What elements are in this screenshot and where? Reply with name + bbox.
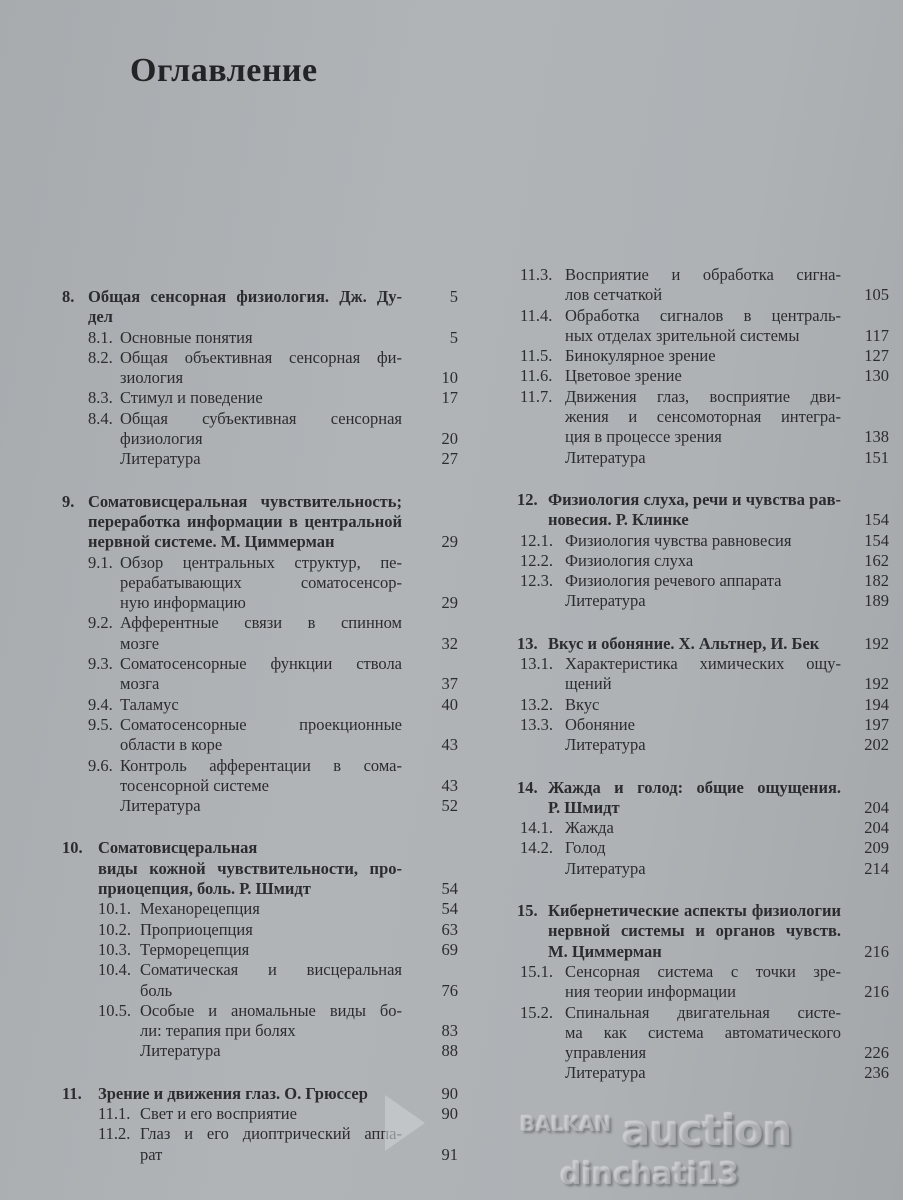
subsection-number: 13.2. xyxy=(520,694,553,714)
chapter-number: 10. xyxy=(62,838,83,858)
subsection-title-text: ция в процессе зрения xyxy=(565,427,722,447)
literature-line xyxy=(517,1063,889,1083)
subsection-title-text: Литература xyxy=(565,447,646,467)
subsection-line xyxy=(62,654,458,674)
subsection-line xyxy=(517,427,889,447)
page-number: 43 xyxy=(441,735,458,755)
subsection-title-text: боль xyxy=(140,980,173,1000)
subsection-title-text: ма как система автоматического xyxy=(565,1022,841,1042)
subsection-title-text: рат xyxy=(140,1144,163,1164)
chapter-title-text: Р. Шмидт xyxy=(548,797,620,817)
subsection-line xyxy=(62,674,458,694)
subsection-number: 12.1. xyxy=(520,530,553,550)
subsection-title-text: Бинокулярное зрение xyxy=(565,346,716,366)
subsection-line xyxy=(517,346,889,366)
subsection-title-text: ных отделах зрительной системы xyxy=(565,325,800,345)
subsection-title-text: Литература xyxy=(120,796,201,816)
page-number: 54 xyxy=(441,899,458,919)
subsection-title-text: Обоняние xyxy=(565,714,635,734)
chapter-title-text: приоцепция, боль. Р. Шмидт xyxy=(98,879,311,899)
subsection-line xyxy=(517,674,889,694)
page-number: 216 xyxy=(864,982,889,1002)
subsection-line xyxy=(517,1043,889,1063)
toc-column-right xyxy=(517,265,889,1106)
page-number: 130 xyxy=(864,366,889,386)
subsection-line xyxy=(62,756,458,776)
chapter-title-text: Соматовисцеральная чувствительность; xyxy=(88,491,402,511)
subsection-title-text: Глаз и его диоптрический аппа- xyxy=(140,1124,402,1144)
subsection-number: 8.3. xyxy=(88,388,113,408)
subsection-number: 15.2. xyxy=(520,1002,553,1022)
subsection-number: 9.3. xyxy=(88,654,113,674)
subsection-line xyxy=(62,553,458,573)
chapter-title-text: нервной системы и органов чувств. xyxy=(548,921,841,941)
page-number: 29 xyxy=(441,532,458,552)
subsection-title-text: щений xyxy=(565,674,612,694)
subsection-title-text: Литература xyxy=(120,449,201,469)
subsection-line xyxy=(517,695,889,715)
chapter-title-line xyxy=(62,532,458,552)
subsection-title-text: Таламус xyxy=(120,694,179,714)
chapter-number: 13. xyxy=(517,633,538,653)
subsection-line xyxy=(62,695,458,715)
literature-line xyxy=(517,735,889,755)
subsection-number: 13.1. xyxy=(520,654,553,674)
subsection-title-text: рерабатывающих соматосенсор- xyxy=(120,572,402,592)
subsection-title-text: Литература xyxy=(565,735,646,755)
page-number: 197 xyxy=(864,714,889,734)
chapter-title-text: новесия. Р. Клинке xyxy=(548,510,689,530)
subsection-title-text: ли: терапия при болях xyxy=(140,1021,296,1041)
subsection-line xyxy=(62,715,458,735)
page-number: 154 xyxy=(864,530,889,550)
subsection-number: 9.6. xyxy=(88,755,113,775)
toc-chapter xyxy=(517,901,889,1084)
subsection-title-text: Контроль афферентации в сома- xyxy=(120,755,402,775)
toc-chapter xyxy=(62,287,458,470)
subsection-number: 11.1. xyxy=(98,1103,131,1123)
subsection-line xyxy=(517,387,889,407)
page-number: 5 xyxy=(449,287,458,306)
subsection-line xyxy=(517,818,889,838)
page-number: 209 xyxy=(864,838,889,858)
chapter-title-text: Физиология слуха, речи и чувства рав- xyxy=(548,489,841,509)
toc-chapter xyxy=(517,778,889,879)
chapter-title-text: Кибернетические аспекты физиологии xyxy=(548,901,841,921)
page-number: 162 xyxy=(864,550,889,570)
toc-chapter xyxy=(517,634,889,756)
chapter-title-line xyxy=(62,859,458,879)
chapter-title-text: Общая сенсорная физиология. Дж. Ду- xyxy=(88,287,402,306)
subsection-title-text: Восприятие и обработка сигна- xyxy=(565,265,841,284)
page-number: 88 xyxy=(441,1041,458,1061)
page-number: 105 xyxy=(864,285,889,305)
subsection-line xyxy=(62,368,458,388)
page-number: 236 xyxy=(864,1063,889,1083)
page-number: 90 xyxy=(441,1083,458,1103)
subsection-title-text: Физиология речевого аппарата xyxy=(565,571,782,591)
subsection-line xyxy=(62,920,458,940)
subsection-title-text: управления xyxy=(565,1043,647,1063)
subsection-number: 11.4. xyxy=(520,305,553,325)
subsection-title-text: Литература xyxy=(565,858,646,878)
subsection-title-text: Соматическая и висцеральная xyxy=(140,960,402,980)
subsection-number: 10.3. xyxy=(98,939,131,959)
page-number: 194 xyxy=(864,694,889,714)
chapter-title-line xyxy=(517,510,889,530)
chapter-number: 15. xyxy=(517,901,538,921)
subsection-title-text: Сенсорная система с точки зре- xyxy=(565,961,841,981)
subsection-line xyxy=(517,531,889,551)
literature-line xyxy=(517,448,889,468)
subsection-line xyxy=(62,593,458,613)
subsection-title-text: Проприоцепция xyxy=(140,919,253,939)
subsection-title-text: Соматосенсорные проекционные xyxy=(120,714,402,734)
chapter-title-line xyxy=(517,778,889,798)
subsection-number: 11.7. xyxy=(520,386,553,406)
subsection-title-text: Соматосенсорные функции ствола xyxy=(120,654,402,674)
page-number: 37 xyxy=(441,674,458,694)
page-number: 69 xyxy=(441,939,458,959)
subsection-line xyxy=(62,981,458,1001)
subsection-number: 13.3. xyxy=(520,714,553,734)
subsection-number: 9.1. xyxy=(88,552,113,572)
subsection-number: 12.3. xyxy=(520,571,553,591)
chapter-title-text: Вкус и обоняние. Х. Альтнер, И. Бек xyxy=(548,633,820,653)
subsection-line xyxy=(517,571,889,591)
chapter-number: 12. xyxy=(517,489,538,509)
chapter-title-line xyxy=(62,307,458,327)
subsection-title-text: Характеристика химических ощу- xyxy=(565,654,841,674)
subsection-title-text: мозга xyxy=(120,674,160,694)
subsection-title-text: мозге xyxy=(120,633,160,653)
page-number: 43 xyxy=(441,775,458,795)
chapter-title-line xyxy=(62,879,458,899)
subsection-title-text: Свет и его восприятие xyxy=(140,1103,297,1123)
subsection-number: 11.5. xyxy=(520,346,553,366)
literature-line xyxy=(517,591,889,611)
subsection-number: 15.1. xyxy=(520,961,553,981)
page-number: 117 xyxy=(864,325,889,345)
literature-line xyxy=(517,859,889,879)
toc-chapter xyxy=(62,838,458,1061)
page-number: 29 xyxy=(441,593,458,613)
subsection-title-text: Терморецепция xyxy=(140,939,250,959)
subsection-line xyxy=(517,1003,889,1023)
chapter-title-text: дел xyxy=(88,307,113,327)
page-number: 83 xyxy=(441,1021,458,1041)
subsection-title-text: Голод xyxy=(565,838,606,858)
subsection-line xyxy=(517,654,889,674)
subsection-title-text: Физиология чувства равновесия xyxy=(565,530,792,550)
subsection-line xyxy=(62,899,458,919)
subsection-line xyxy=(517,306,889,326)
subsection-number: 14.1. xyxy=(520,818,553,838)
subsection-number: 10.2. xyxy=(98,919,131,939)
subsection-line xyxy=(62,735,458,755)
subsection-title-text: Литература xyxy=(565,1063,646,1083)
page-number: 189 xyxy=(864,591,889,611)
subsection-number: 12.2. xyxy=(520,550,553,570)
subsection-line xyxy=(62,1001,458,1021)
subsection-line xyxy=(517,551,889,571)
subsection-line xyxy=(62,328,458,348)
subsection-line xyxy=(62,634,458,654)
subsection-line xyxy=(62,940,458,960)
page-title: Оглавление xyxy=(130,52,318,89)
page-number: 226 xyxy=(864,1043,889,1063)
literature-line xyxy=(62,796,458,816)
subsection-number: 9.4. xyxy=(88,694,113,714)
page-number: 91 xyxy=(441,1144,458,1164)
chapter-title-line xyxy=(62,838,458,858)
subsection-title-text: Общая объективная сенсорная фи- xyxy=(120,347,402,367)
subsection-title-text: жения и сенсомоторная интегра- xyxy=(565,407,841,427)
subsection-title-text: Обработка сигналов в централь- xyxy=(565,305,841,325)
page-number: 27 xyxy=(441,449,458,469)
chapter-title-text: Соматовисцеральная xyxy=(98,838,258,858)
subsection-title-text: физиология xyxy=(120,429,203,449)
subsection-title-text: Спинальная двигательная систе- xyxy=(565,1002,841,1022)
subsection-line xyxy=(517,982,889,1002)
subsection-line xyxy=(517,326,889,346)
subsection-title-text: ную информацию xyxy=(120,593,246,613)
page-number: 5 xyxy=(449,327,458,347)
subsection-line xyxy=(62,348,458,368)
subsection-number: 8.4. xyxy=(88,408,113,428)
watermark-line-1: BALKAN xyxy=(520,1112,612,1136)
subsection-number: 14.2. xyxy=(520,838,553,858)
chapter-title-line xyxy=(62,287,458,307)
subsection-number: 9.2. xyxy=(88,613,113,633)
subsection-title-text: Литература xyxy=(565,591,646,611)
subsection-title-text: Движения глаз, восприятие дви- xyxy=(565,386,841,406)
page-number: 90 xyxy=(441,1103,458,1123)
toc-chapter xyxy=(517,490,889,612)
toc-chapter xyxy=(517,265,889,468)
subsection-line xyxy=(62,573,458,593)
chapter-title-line xyxy=(517,942,889,962)
toc-column-left xyxy=(62,287,458,1187)
subsection-line xyxy=(62,429,458,449)
chapter-title-text: переработка информации в центральной xyxy=(88,511,402,531)
subsection-title-text: Литература xyxy=(140,1041,221,1061)
subsection-line xyxy=(517,407,889,427)
subsection-number: 8.2. xyxy=(88,347,113,367)
page-number: 32 xyxy=(441,633,458,653)
chapter-number: 9. xyxy=(62,491,75,511)
subsection-line xyxy=(517,1023,889,1043)
subsection-line xyxy=(517,838,889,858)
page-number: 151 xyxy=(864,447,889,467)
subsection-title-text: тосенсорной системе xyxy=(120,775,269,795)
subsection-title-text: Жажда xyxy=(565,818,614,838)
page-number: 192 xyxy=(864,633,889,653)
page-number: 216 xyxy=(864,941,889,961)
subsection-title-text: Общая субъективная сенсорная xyxy=(120,408,402,428)
toc-chapter xyxy=(62,492,458,817)
subsection-title-text: Стимул и поведение xyxy=(120,388,263,408)
page-number: 182 xyxy=(864,571,889,591)
subsection-title-text: ния теории информации xyxy=(565,982,736,1002)
chapter-title-line xyxy=(517,490,889,510)
chapter-title-line xyxy=(517,798,889,818)
page-number: 54 xyxy=(441,879,458,899)
subsection-line xyxy=(62,388,458,408)
page-number: 192 xyxy=(864,674,889,694)
page-number: 202 xyxy=(864,735,889,755)
subsection-line xyxy=(517,962,889,982)
subsection-number: 11.2. xyxy=(98,1124,131,1144)
subsection-line xyxy=(517,285,889,305)
page-number: 63 xyxy=(441,919,458,939)
subsection-title-text: Особые и аномальные виды бо- xyxy=(140,1000,402,1020)
chapter-title-line xyxy=(517,634,889,654)
page-number: 138 xyxy=(864,427,889,447)
chapter-number: 11. xyxy=(62,1083,82,1103)
chapter-title-text: М. Циммерман xyxy=(548,941,662,961)
subsection-line xyxy=(62,409,458,429)
subsection-title-text: Физиология слуха xyxy=(565,550,694,570)
subsection-line xyxy=(62,776,458,796)
subsection-title-text: лов сетчаткой xyxy=(565,285,663,305)
subsection-line xyxy=(517,265,889,285)
subsection-line xyxy=(62,613,458,633)
page-number: 204 xyxy=(864,818,889,838)
subsection-line xyxy=(62,1021,458,1041)
page-number: 214 xyxy=(864,858,889,878)
page-number: 40 xyxy=(441,694,458,714)
subsection-line xyxy=(517,715,889,735)
subsection-title-text: Обзор центральных структур, пе- xyxy=(120,552,402,572)
page-number: 52 xyxy=(441,796,458,816)
chapter-number: 14. xyxy=(517,777,538,797)
subsection-line xyxy=(517,366,889,386)
subsection-number: 11.6. xyxy=(520,366,553,386)
chapter-title-text: нервной системе. М. Циммерман xyxy=(88,532,335,552)
page-number: 204 xyxy=(864,797,889,817)
literature-line xyxy=(62,449,458,469)
subsection-title-text: Основные понятия xyxy=(120,327,253,347)
page-number: 17 xyxy=(441,388,458,408)
subsection-number: 10.4. xyxy=(98,960,131,980)
chapter-title-line xyxy=(62,492,458,512)
page-number: 10 xyxy=(441,368,458,388)
subsection-number: 10.5. xyxy=(98,1000,131,1020)
chapter-title-text: виды кожной чувствительности, про- xyxy=(98,858,402,878)
page-number: 154 xyxy=(864,510,889,530)
subsection-number: 9.5. xyxy=(88,714,113,734)
watermark-line-3: dinchati13 xyxy=(560,1157,739,1192)
chapter-number: 8. xyxy=(62,287,75,306)
page-number: 20 xyxy=(441,429,458,449)
chapter-title-line xyxy=(62,512,458,532)
chapter-title-text: Зрение и движения глаз. О. Грюссер xyxy=(98,1083,368,1103)
subsection-title-text: Афферентные связи в спинном xyxy=(120,613,402,633)
subsection-number: 11.3. xyxy=(520,265,553,284)
chapter-title-text: Жажда и голод: общие ощущения. xyxy=(548,777,841,797)
subsection-title-text: области в коре xyxy=(120,735,223,755)
watermark-line-2: auction xyxy=(622,1106,792,1155)
subsection-line xyxy=(62,960,458,980)
chapter-title-line xyxy=(517,921,889,941)
watermark-arrow-icon xyxy=(385,1095,425,1151)
subsection-title-text: Вкус xyxy=(565,694,600,714)
subsection-title-text: Механорецепция xyxy=(140,899,260,919)
subsection-number: 10.1. xyxy=(98,899,131,919)
subsection-title-text: Цветовое зрение xyxy=(565,366,682,386)
page-number: 127 xyxy=(864,346,889,366)
page-number: 76 xyxy=(441,980,458,1000)
chapter-title-line xyxy=(517,901,889,921)
subsection-number: 8.1. xyxy=(88,327,113,347)
literature-line xyxy=(62,1041,458,1061)
subsection-title-text: зиология xyxy=(120,368,184,388)
